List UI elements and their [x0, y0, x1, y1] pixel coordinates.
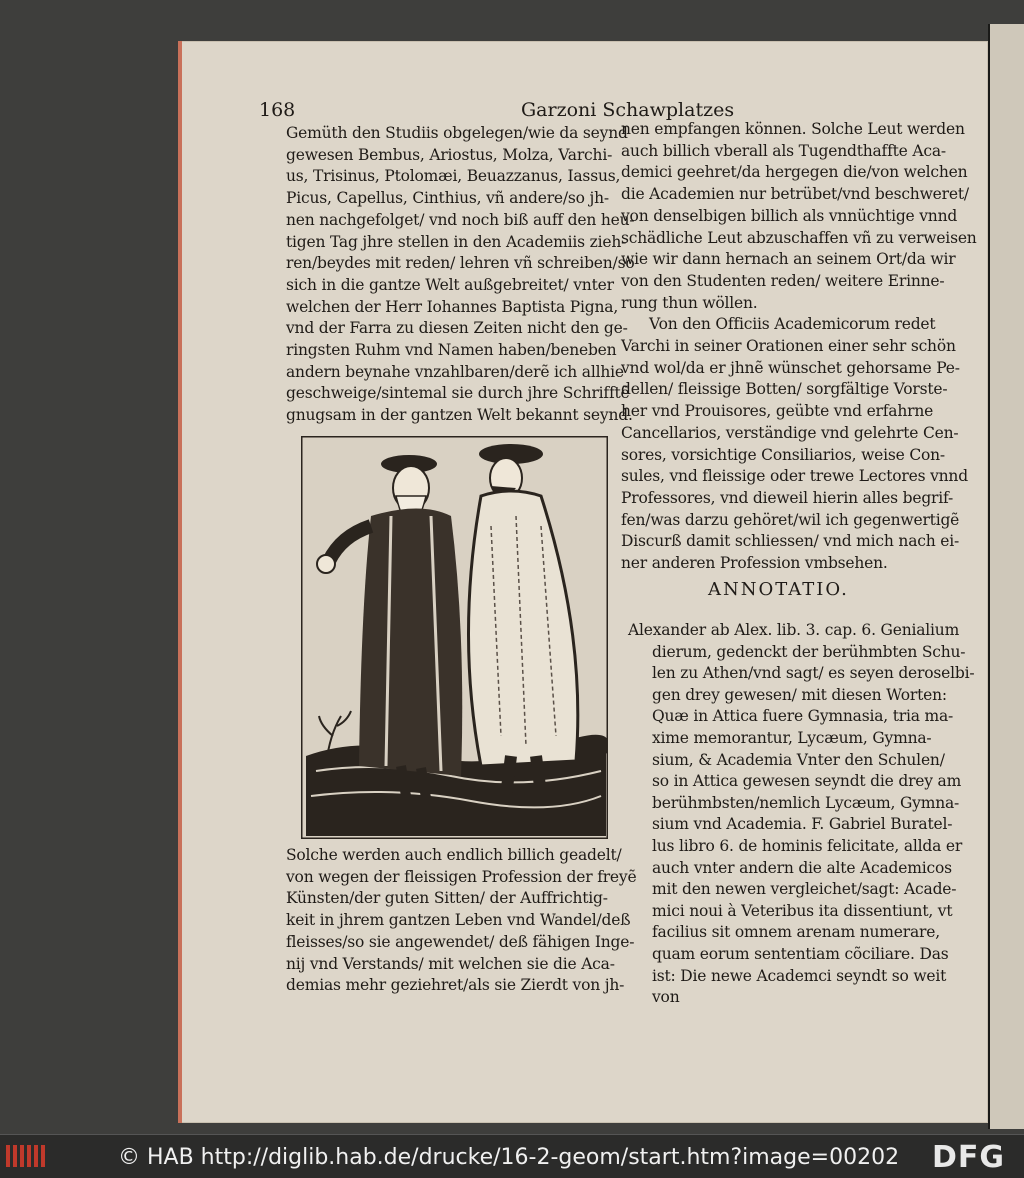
annotatio-line: sium, & Academia Vnter den Schulen/ — [652, 750, 945, 769]
annotatio-line: Quæ in Attica fuere Gymnasia, tria ma- — [652, 707, 954, 726]
footer-copyright-link[interactable]: © HAB http://diglib.hab.de/drucke/16-2-geom/start.htm?image=00202 — [118, 1145, 900, 1170]
right-column-line: wie wir dann hernach an seinem Ort/da wir — [621, 250, 956, 269]
right-column-line: Varchi in seiner Orationen einer sehr schön — [621, 337, 956, 355]
left-column-line: geschweige/sintemal sie durch jhre Schrifftẽ — [286, 384, 630, 403]
annotatio-line: so in Attica gewesen seyndt die drey am — [652, 772, 962, 791]
right-column-line: Discurß damit schliessen/ vnd mich nach ei- — [621, 532, 960, 551]
left-column-line: ringsten Ruhm vnd Namen haben/beneben — [286, 341, 617, 359]
left-bottom-line: keit in jhrem gantzen Leben vnd Wandel/deß — [286, 911, 631, 930]
right-column-line: sores, vorsichtige Consiliarios, weise Con- — [621, 445, 945, 464]
left-column-line: Gemüth den Studiis obgelegen/wie da seynd — [286, 124, 628, 142]
left-bottom-line: Solche werden auch endlich billich geadelt/ — [286, 846, 622, 864]
left-bottom-line: fleisses/so sie angewendet/ deß fähigen Inge- — [286, 932, 635, 951]
annotatio-line: dierum, gedenckt der berühmbten Schu- — [652, 642, 966, 661]
left-column-line: welchen der Herr Iohannes Baptista Pigna, — [286, 297, 619, 316]
left-bottom-line: Künsten/der guten Sitten/ der Auffrichtig- — [286, 889, 608, 908]
right-column-line: von denselbigen billich als vnnüchtige vnnd — [621, 206, 958, 225]
next-page-edge — [988, 24, 1024, 1129]
left-column-line: Picus, Capellus, Cinthius, vñ andere/so jh- — [286, 189, 609, 208]
annotatio-heading: ANNOTATIO. — [708, 579, 849, 600]
running-title: Garzoni Schawplatzes — [521, 99, 735, 121]
left-column-line: ren/beydes mit reden/ lehren vñ schreiben/so — [286, 254, 635, 273]
right-column-line: demici geehret/da hergegen die/von welchen — [621, 163, 968, 182]
right-column-line: dellen/ fleissige Botten/ sorgfältige Vorste- — [621, 380, 948, 399]
right-column-line: her vnd Prouisores, geübte vnd erfahrne — [621, 402, 934, 421]
right-column-line: ner anderen Profession vmbsehen. — [621, 554, 888, 572]
left-column-line: gnugsam in der gantzen Welt bekannt seynd. — [286, 406, 633, 425]
left-column-line: andern beynahe vnzahlbaren/derẽ ich allhie — [286, 362, 624, 381]
annotatio-line: facilius sit omnem arenam numerare, — [652, 923, 940, 942]
left-column-line: tigen Tag jhre stellen in den Academiis zieh- — [286, 232, 627, 251]
annotatio-line: xime memorantur, Lycæum, Gymna- — [652, 729, 932, 747]
annotatio-line: quam eorum sententiam cõciliare. Das — [652, 945, 949, 963]
left-column-line: vnd der Farra zu diesen Zeiten nicht den ge- — [286, 319, 628, 338]
right-column-line: fen/was darzu gehöret/wil ich gegenwertigẽ — [621, 510, 960, 529]
right-column-line: rung thun wöllen. — [621, 293, 758, 312]
right-column-line: auch billich vberall als Tugendthaffte Aca- — [621, 141, 946, 160]
left-column-line: nen nachgefolget/ vnd noch biß auff den heu- — [286, 210, 635, 229]
right-column-line: Cancellarios, verständige vnd gelehrte Cen- — [621, 423, 959, 442]
annotatio-line: lus libro 6. de hominis felicitate, allda er — [652, 837, 963, 855]
left-bottom-line: von wegen der fleissigen Profession der freyẽ — [286, 867, 637, 886]
annotatio-line: ist: Die newe Academci seyndt so weit — [652, 966, 947, 985]
left-bottom-line: demias mehr geziehret/als sie Zierdt von jh- — [286, 976, 625, 995]
annotatio-line: von — [652, 988, 680, 1007]
annotatio-line: gen drey gewesen/ mit diesen Worten: — [652, 685, 947, 704]
right-column-line: nen empfangen können. Solche Leut werden — [621, 120, 965, 138]
annotatio-line: mici noui à Veteribus ita dissentiunt, vt — [652, 901, 953, 920]
woodcut-illustration — [301, 436, 608, 839]
dfg-logo: DFG — [932, 1140, 1006, 1175]
right-column-line: die Academien nur betrübet/vnd beschweret/ — [621, 185, 969, 204]
annotatio-line: Alexander ab Alex. lib. 3. cap. 6. Genialium — [628, 621, 960, 639]
hab-logo-icon — [4, 1141, 48, 1171]
annotatio-line: mit den newen vergleichet/sagt: Acade- — [652, 880, 957, 899]
page-number: 168 — [259, 99, 296, 121]
annotatio-line: berühmbsten/nemlich Lycæum, Gymna- — [652, 793, 960, 812]
left-column-line: gewesen Bembus, Ariostus, Molza, Varchi- — [286, 145, 613, 164]
right-column-line: vnd wol/da er jhnẽ wünschet gehorsame Pe- — [621, 358, 960, 377]
right-column-line: schädliche Leut abzuschaffen vñ zu verweisen — [621, 228, 977, 247]
left-column-line: sich in die gantze Welt außgebreitet/ vnter — [286, 275, 614, 294]
left-column-line: us, Trisinus, Ptolomæi, Beuazzanus, Iassus, — [286, 167, 621, 186]
annotatio-line: auch vnter andern die alte Academicos — [652, 858, 952, 877]
annotatio-line: sium vnd Academia. F. Gabriel Buratel- — [652, 815, 953, 834]
right-column-line: Von den Officiis Academicorum redet — [649, 315, 936, 334]
left-bottom-line: nij vnd Verstands/ mit welchen sie die Aca- — [286, 954, 615, 973]
right-column-line: von den Studenten reden/ weitere Erinne- — [621, 271, 945, 290]
right-column-line: sules, vnd fleissige oder trewe Lectores vnnd — [621, 467, 968, 486]
right-column-line: Professores, vnd dieweil hierin alles begrif- — [621, 488, 954, 507]
annotatio-line: len zu Athen/vnd sagt/ es seyen deroselbi- — [652, 664, 975, 683]
